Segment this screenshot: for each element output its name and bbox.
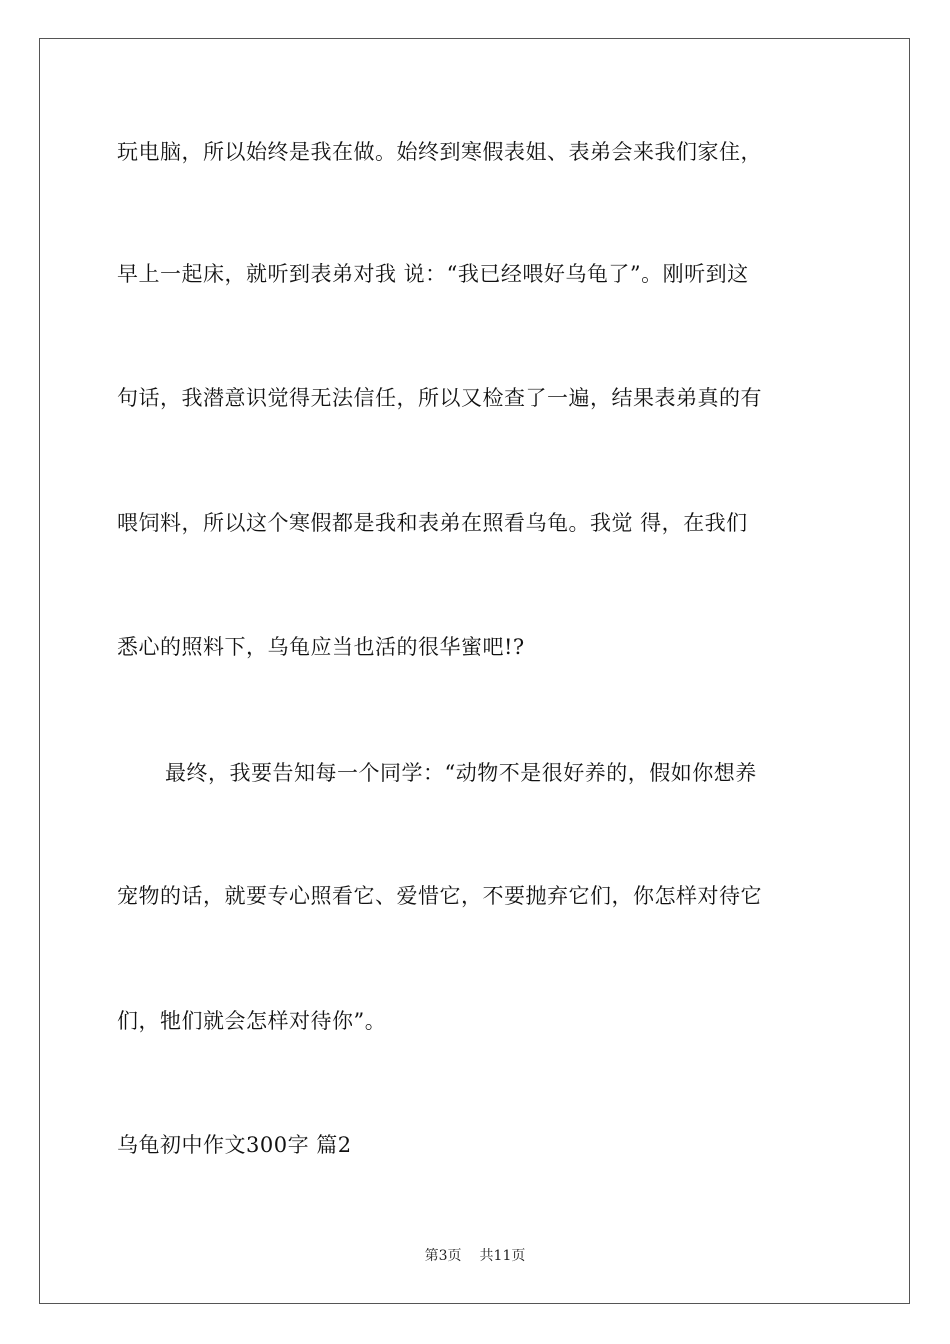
paragraph-line: 喂饲料，所以这个寒假都是我和表弟在照看乌龟。我觉 得，在我们 (117, 511, 748, 535)
paragraph-line: 句话，我潜意识觉得无法信任，所以又检查了一遍，结果表弟真的有 (117, 386, 762, 410)
paragraph-line: 早上一起床，就听到表弟对我 说：“我已经喂好乌龟了”。刚听到这 (117, 262, 749, 286)
paragraph-line: 悉心的照料下，乌龟应当也活的很华蜜吧!? (117, 635, 525, 659)
paragraph-line: 玩电脑，所以始终是我在做。始终到寒假表姐、表弟会来我们家住， (117, 140, 762, 164)
paragraph-line: 最终，我要告知每一个同学：“动物不是很好养的，假如你想养 (165, 761, 757, 785)
paragraph-line: 们，牠们就会怎样对待你”。 (117, 1009, 387, 1033)
page-current: 第3页 (424, 1248, 462, 1264)
section-heading: 乌龟初中作文300字 篇2 (117, 1133, 352, 1157)
paragraph-line: 宠物的话，就要专心照看它、爱惜它，不要抛弃它们，你怎样对待它 (117, 884, 762, 908)
page-frame (39, 38, 910, 1304)
page-footer (0, 1246, 950, 1266)
page-total: 共11页 (479, 1248, 526, 1264)
